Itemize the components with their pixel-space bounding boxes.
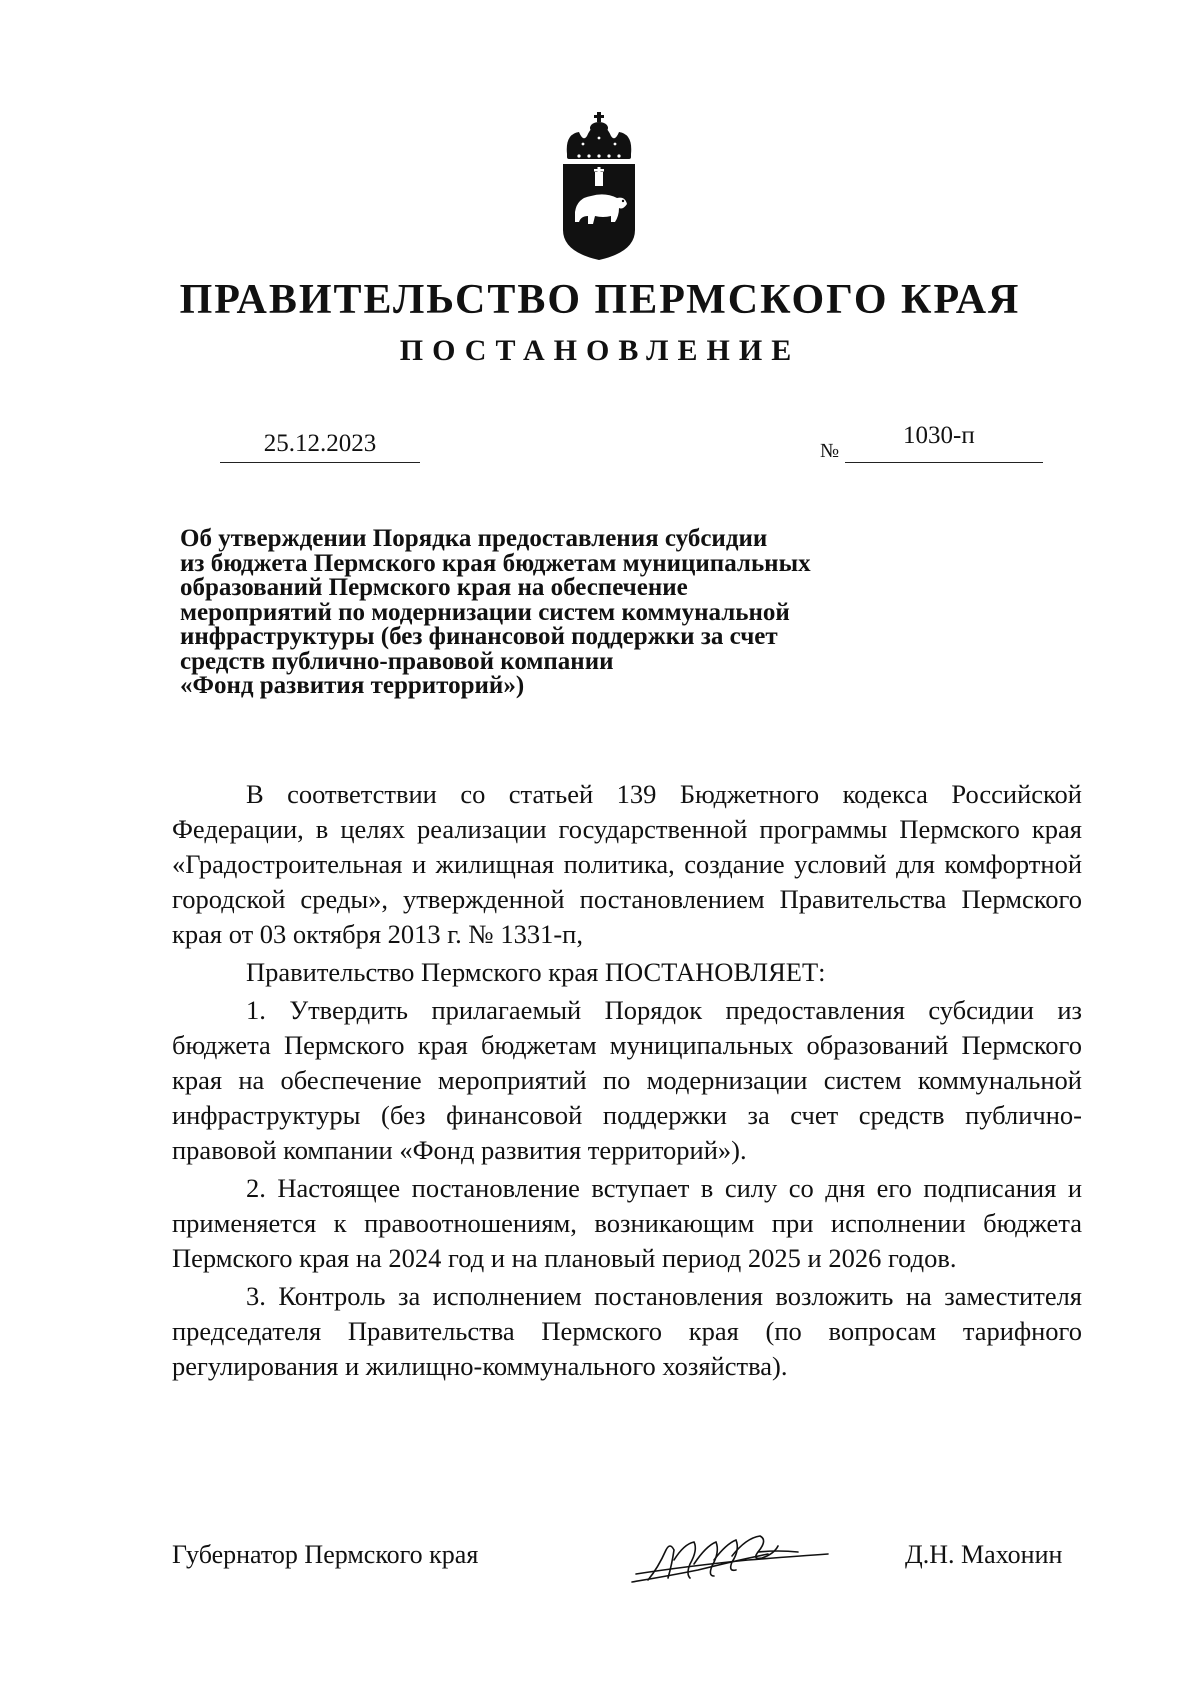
preamble-paragraph: В соответствии со статьей 139 Бюджетного кодекса Российской Федерации, в целях реализации государственной программы Пермского края «Градостроительная и жилищная политика, создание условий для комфортной городской среды», утвержденной постановлением Правительства Пермского края от 03 октября 2013 г. № 1331-п, <box>172 779 1082 949</box>
signer-position: Губернатор Пермского края <box>172 1540 479 1569</box>
subject-line: из бюджета Пермского края бюджетам муниципальных <box>180 549 811 577</box>
resolution-clause: Правительство Пермского края ПОСТАНОВЛЯЕТ: <box>246 957 826 987</box>
subject-line: «Фонд развития территорий») <box>180 672 525 699</box>
subject-line: мероприятий по модернизации систем коммунальной <box>180 598 790 626</box>
document-number: 1030-п <box>903 422 975 449</box>
document-body <box>172 777 1082 1387</box>
subject-line: средств публично-правовой компании <box>180 647 614 675</box>
item-2-paragraph: 2. Настоящее постановление вступает в силу со дня его подписания и применяется к правоотношениям, возникающим при исполнении бюджета Пермского края на 2024 год и на плановый период 2025 и 2026 годов. <box>172 1173 1082 1273</box>
document-date: 25.12.2023 <box>263 430 377 457</box>
date-field <box>220 420 420 463</box>
signer-name: Д.Н. Махонин <box>905 1540 1063 1569</box>
item-3-paragraph: 3. Контроль за исполнением постановления возложить на заместителя председателя Правительства Пермского края (по вопросам тарифного регулирования и жилищно-коммунального хозяйства). <box>172 1281 1082 1381</box>
item-1-paragraph: 1. Утвердить прилагаемый Порядок предоставления субсидии из бюджета Пермского края бюджетам муниципальных образований Пермского края на обеспечение мероприятий по модернизации систем коммунальной инфраструктуры (без финансовой поддержки за счет средств публично-правовой компании «Фонд развития территорий»). <box>172 995 1082 1165</box>
handwritten-signature-icon <box>628 1530 833 1590</box>
number-field <box>845 420 1043 463</box>
document-type: ПОСТАНОВЛЕНИЕ <box>399 334 801 367</box>
coat-of-arms-icon <box>561 112 637 262</box>
organization-title: ПРАВИТЕЛЬСТВО ПЕРМСКОГО КРАЯ <box>179 277 1021 323</box>
document-subject <box>180 527 940 699</box>
subject-line: Об утверждении Порядка предоставления субсидии <box>180 525 768 552</box>
number-sign: № <box>820 440 840 462</box>
subject-line: образований Пермского края на обеспечение <box>180 574 688 601</box>
subject-line: инфраструктуры (без финансовой поддержки за счет <box>180 623 778 650</box>
